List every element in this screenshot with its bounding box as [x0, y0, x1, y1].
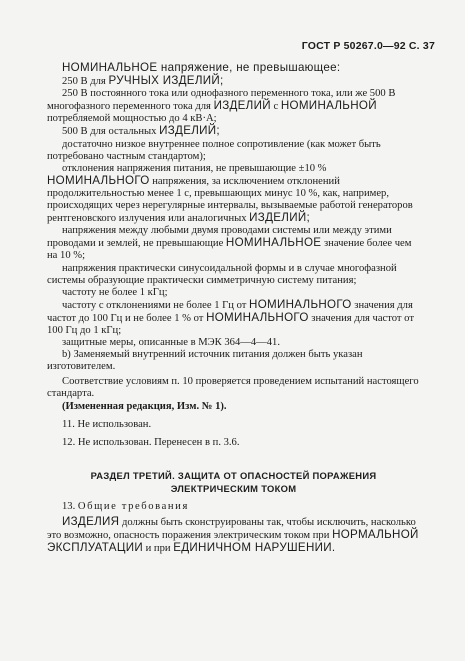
text: с	[270, 101, 281, 113]
paragraph	[47, 263, 420, 287]
paragraph	[47, 88, 420, 125]
text: значения для частот от 100 Гц до 1 кГц;	[47, 312, 414, 336]
term: НОМИНАЛЬНОГО	[249, 297, 352, 311]
text: напряжения между любыми двумя проводами системы или между этими проводами и землей, не превышающие	[47, 225, 392, 250]
text: Соответствие условиям п. 10 проверяется проведением испытаний настоящего стандарта.	[47, 376, 419, 400]
text: 250 В постоянного тока или однофазного переменного тока, или же 500 В многофазного переменного тока для	[47, 88, 396, 113]
paragraph	[47, 287, 420, 299]
term: ЕДИНИЧНОМ НАРУШЕНИИ.	[173, 541, 336, 555]
paragraph	[47, 437, 420, 449]
paragraph	[47, 125, 420, 138]
text: потребляемой мощностью до 4 кВ·А;	[47, 113, 217, 125]
subsection-heading	[47, 501, 420, 513]
term: НОМИНАЛЬНОГО	[47, 173, 150, 187]
term: ИЗДЕЛИЯ	[62, 514, 120, 528]
text: частоту с отклонениями не более 1 Гц от	[62, 299, 250, 311]
text: значение более чем на 10 %;	[47, 238, 412, 262]
term: ИЗДЕЛИЙ;	[249, 211, 310, 225]
paragraph	[47, 337, 420, 349]
paragraph	[47, 419, 420, 431]
term: ИЗДЕЛИЙ	[213, 99, 271, 113]
term: НОРМАЛЬНОЙ ЭКСПЛУАТАЦИИ	[47, 528, 419, 555]
section-title-line: РАЗДЕЛ ТРЕТИЙ. ЗАЩИТА ОТ ОПАСНОСТЕЙ ПОРАЖЕНИЯ	[90, 469, 377, 481]
paragraph	[47, 376, 420, 400]
text: 12. Не использован. Перенесен в п. 3.6.	[62, 436, 240, 448]
page-header: ГОСТ Р 50267.0—92 С. 37	[301, 40, 435, 52]
text: должны быть сконструированы так, чтобы исключить, насколько это возможно, опасность поражения электрическим током при	[47, 516, 416, 541]
text: и при	[142, 543, 174, 555]
paragraph	[47, 225, 420, 262]
text: значения для частот до 100 Гц и не более 1 % от	[47, 299, 413, 324]
text: b) Заменяемый внутренний источник питания должен быть указан изготовителем.	[47, 349, 363, 373]
text: 250 В для	[62, 76, 109, 88]
term: НОМИНАЛЬНОЙ	[280, 99, 377, 113]
document-body	[47, 62, 420, 555]
text: (Измененная редакция, Изм. № 1).	[62, 400, 227, 412]
section-title	[47, 469, 420, 495]
term: НОМИНАЛЬНОЕ	[225, 236, 322, 250]
text: 13.	[62, 500, 78, 512]
paragraph	[47, 349, 420, 373]
paragraph	[47, 163, 420, 225]
paragraph	[47, 516, 420, 555]
section-title-line: ЭЛЕКТРИЧЕСКИМ ТОКОМ	[170, 482, 297, 494]
text: напряжения, за исключением отклонений продолжительностью менее 1 с, превышающих минус 10 %, как, например, происходящих через нерегулярные интервалы, вызываемые работой генераторов рентгеновского излучения или аналогичных	[47, 175, 413, 225]
paragraph	[47, 299, 420, 337]
text: частоту не более 1 кГц;	[62, 286, 168, 298]
text: отклонения напряжения питания, не превышающие ±10 %	[62, 162, 327, 174]
paragraph	[47, 75, 420, 88]
term: НОМИНАЛЬНОГО	[206, 310, 309, 324]
subheading-text: Общие требования	[77, 500, 189, 512]
paragraph	[47, 139, 420, 163]
text: 500 В для остальных	[62, 126, 160, 138]
term: ИЗДЕЛИЙ;	[159, 124, 220, 138]
text: 11. Не использован.	[62, 418, 152, 430]
paragraph	[47, 62, 420, 75]
term: НОМИНАЛЬНОЕ напряжение, не превышающее:	[62, 61, 341, 74]
text: достаточно низкое внутреннее полное сопротивление (как может быть потребовано частным стандартом);	[47, 138, 381, 162]
amendment-note	[47, 401, 420, 413]
text: защитные меры, описанные в МЭК 364—4—41.	[62, 337, 280, 349]
text: напряжения практически синусоидальной формы и в случае многофазной системы образующие практически симметричную систему питания;	[47, 262, 397, 286]
term: РУЧНЫХ ИЗДЕЛИЙ;	[108, 74, 224, 88]
